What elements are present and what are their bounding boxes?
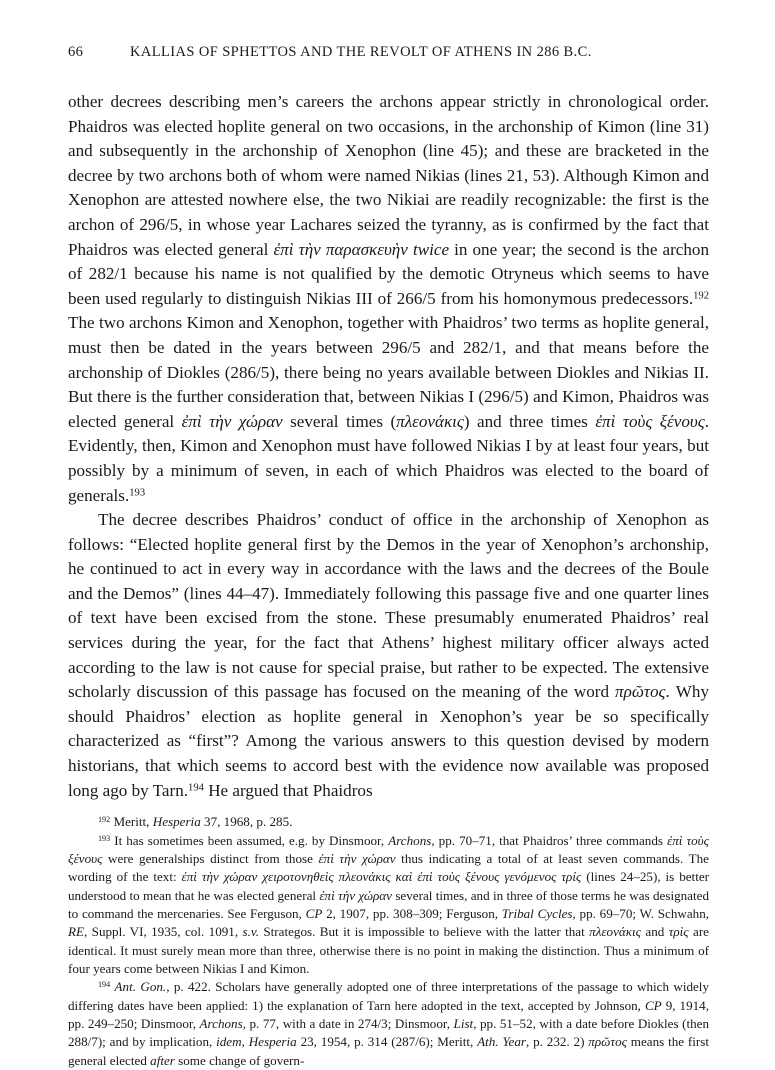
greek-phrase: ἐπὶ τὴν παρασκευὴν [273,239,408,259]
footnote-number: 193 [98,833,111,843]
body-text [68,90,709,803]
greek-phrase: πρῶτος [615,682,666,702]
running-header [68,44,709,68]
footnote-ref-193[interactable]: 193 [129,487,146,499]
footnote-number: 194 [98,980,111,990]
greek-phrase: ἐπὶ τὴν χώραν [181,411,283,431]
emphasis: twice [412,239,450,259]
footnote-192: $^{192}$ Meritt, Hesperia 37, 1968, p. 285. [98,814,293,830]
footnote-ref-192[interactable]: 192 [693,290,709,302]
greek-phrase: ἐπὶ τοὺς ξένους [595,411,705,431]
footnote-193: $^{193}$ It has sometimes been assumed, e.g. by Dinsmoor, Archons, pp. 70–71, that Phaidros’ three commands ἐπὶ τοὺς ξένους were generalships distinct from those ἐπὶ τὴν χώραν thus indicating a total of at least seven commands. The wording of the text: ἐπὶ τὴν χώραν χειροτονηθεὶς πλεονάκις καὶ ἐπὶ τοὺς ξένους γενόμενος τρίς (lines 24–25), is better understood to mean that he was elected general ἐπὶ τὴν χώραν several times, and in three of those terms he was designated to command the mercenaries. See Ferguson, CP 2, 1907, pp. 308–309; Ferguson, Tribal Cycles, pp. 69–70; W. Schwahn, RE, Suppl. VI, 1935, col. 1091, s.v. Strategos. But it is impossible to believe with the latter that πλεονάκις and τρὶς are identical. It must surely mean more than three, otherwise there is no point in making the distinction. Thus a minimum of four years come between Nikias I and Kimon. [68,832,710,976]
page-number: 66 [68,44,84,60]
footnotes [68,813,709,1070]
footnote-ref-194[interactable]: 194 [188,782,204,794]
paragraph-1: other decrees describing men’s careers the archons appear strictly in chronological order. Phaidros was elected hoplite general on two occasions, in the archonship of Kimon (line 31) and subsequently in the archonship of Xenophon (line 45); and these are bracketed in the decree by two archons both of whom were named Nikias (lines 21, 53). Although Kimon and Xenophon are attested nowhere else, the two Nikiai are readily recognizable: the first is the archon of 296/5, in whose year Lachares seized the tyranny, as is confirmed by the fact that Phaidros was elected general ἐπὶ τὴν παρασκευὴν twice in one year; the second is the archon of 282/1 because his name is not qualified by the demotic Otryneus which seems to have been used regularly to distinguish Nikias III of 266/5 from his homonymous predecessors.$^{192}$ The two archons Kimon and Xenophon, together with Phaidros’ two terms as hoplite general, must then be dated in the years between 296/5 and 282/1, and that means before the archonship of Diokles (286/5), there being no years available between Diokles and Nikias II. But there is the further consideration that, between Nikias I (296/5) and Kimon, Phaidros was elected general ἐπὶ τὴν χώραν several times (πλεονάκις) and three times ἐπὶ τοὺς ξένους. Evidently, then, Kimon and Xenophon must have followed Nikias I by at least four years, but possibly by a minimum of seven, in each of which Phaidros was elected to the board of generals.$^{193}$ [68,92,709,505]
running-title: KALLIAS OF SPHETTOS AND THE REVOLT OF ATHENS IN 286 B.C. [130,44,592,60]
footnote-194: $^{194}$ Ant. Gon., p. 422. Scholars have generally adopted one of three interpretations of the passage to which widely differing dates have been applied: 1) the explanation of Tarn here adopted in the text, accepted by Johnson, CP 9, 1914, pp. 249–250; Dinsmoor, Archons, p. 77, with a date in 274/3; Dinsmoor, List, pp. 51–52, with a date before Diokles (then 288/7); and by implication, idem, Hesperia 23, 1954, p. 314 (287/6); Meritt, Ath. Year, p. 232. 2) πρῶτος means the first general elected after some change of govern- [68,979,710,1068]
greek-phrase: πλεονάκις [396,411,464,431]
footnote-number: 192 [98,815,111,825]
document-page [68,44,709,1070]
paragraph-2: The decree describes Phaidros’ conduct of office in the archonship of Xenophon as follows: “Elected hoplite general first by the Demos in the year of Xenophon’s archonship, he continued to act in every way in accordance with the laws and the decrees of the Boule and the Demos” (lines 44–47). Immediately following this passage five and one quarter lines of text have been excised from the stone. These presumably enumerated Phaidros’ real services during the year, for the fact that Athens’ highest military officer always acted according to the law is not cause for special praise, but rather to be expected. The extensive scholarly discussion of this passage has focused on the meaning of the word πρῶτος. Why should Phaidros’ election as hoplite general in Xenophon’s year be so specifically characterized as “first”? Among the various answers to this question devised by modern historians, that which seems to accord best with the evidence now available was proposed long ago by Tarn.$^{194}$ He argued that Phaidros [68,510,710,800]
